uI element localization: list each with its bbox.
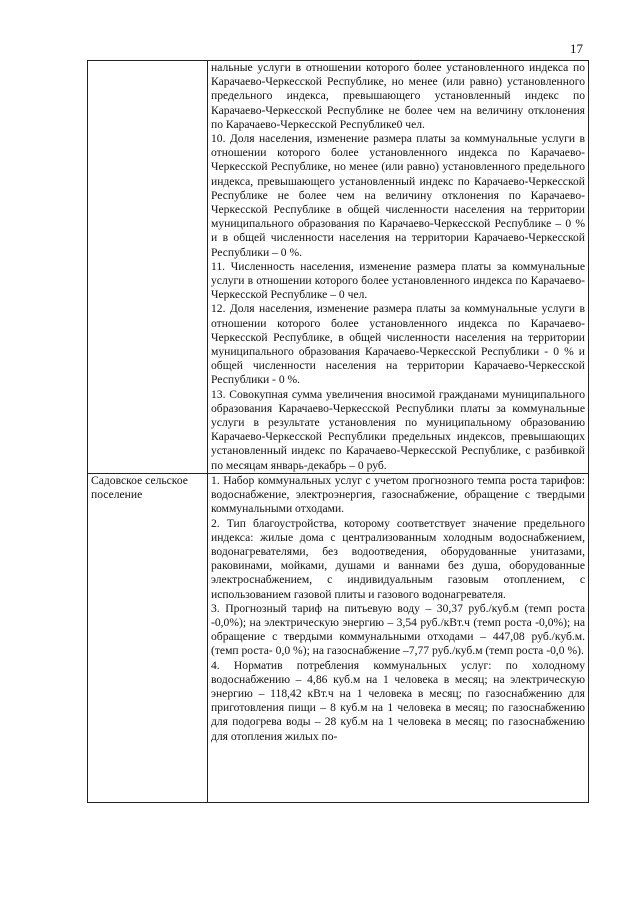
municipality-name-cell: Садовское сельское поселение (88, 473, 208, 802)
paragraph: 3. Прогнозный тариф на питьевую воду – 30,37 руб./куб.м (темп роста -0,0%); на электрическую энергию – 3,54 руб./кВт.ч (темп роста -0,0%); на обращение с твердыми коммунальными отходами – 447,08 руб./куб.м. (темп роста- 0,0 %); на газоснабжение –7,77 руб./куб.м (темп роста -0,0 %). (211, 601, 585, 658)
paragraph: 11. Численность населения, изменение размера платы за коммунальные услуги в отношении которого более установленного индекса по Карачаево-Черкесской Республике – 0 чел. (211, 259, 585, 302)
indicators-cell (208, 61, 589, 474)
paragraph: 13. Совокупная сумма увеличения вносимой гражданами муниципального образования Карачаево-Черкесской Республики платы за коммунальные услуги в результате установления по муниципальному образованию Карачаево-Черкесской Республики предельных индексов, превышающих установленный индекс по Карачаево-Черкесской Республике, с разбивкой по месяцам январь-декабрь – 0 руб. (211, 387, 585, 472)
table-row (88, 473, 589, 802)
page-number: 17 (570, 41, 583, 56)
document-table (87, 60, 589, 803)
table-row (88, 61, 589, 474)
paragraph: 10. Доля населения, изменение размера платы за коммунальные услуги в отношении которого более установленного индекса по Карачаево-Черкесской Республике, но менее (или равно) установленного предельного индекса, превышающего установленный индекс по Карачаево-Черкесской Республике не более чем на величину отклонения по Карачаево-Черкесской Республике в общей численности населения на территории муниципального образования по Карачаево-Черкесской Республике – 0 % и в общей численности населения на территории Карачаево-Черкесской Республики – 0 %. (211, 132, 585, 259)
paragraph: 1. Набор коммунальных услуг с учетом прогнозного темпа роста тарифов: водоснабжение, электроэнергия, газоснабжение, обращение с твердыми коммунальными отходами. (211, 473, 585, 516)
paragraph: нальные услуги в отношении которого более установленного индекса по Карачаево-Черкесской Республике, но менее (или равно) установленного предельного индекса, превышающего установленный индекс по Карачаево-Черкесской Республике не более чем на величину отклонения по Карачаево-Черкесской Республике0 чел. (211, 61, 585, 131)
paragraph: 2. Тип благоустройства, которому соответствует значение предельного индекса: жилые дома с централизованным холодным водоснабжением, водонагревателями, без водоотведения, оборудованные унитазами, раковинами, мойками, душами и ваннами без душа, оборудованные электроснабжением, с индивидуальным газовым отоплением, с использованием газовой плиты и газового водонагревателя. (211, 516, 585, 601)
indicators-cell (208, 473, 589, 802)
paragraph: 12. Доля населения, изменение размера платы за коммунальные услуги в отношении которого более установленного индекса по Карачаево-Черкесской Республике, в общей численности населения на территории муниципального образования Карачаево-Черкесской Республики - 0 % и общей численности населения на территории Карачаево-Черкесской Республики - 0 %. (211, 302, 585, 387)
municipality-name-cell (88, 61, 208, 474)
paragraph: 4. Норматив потребления коммунальных услуг: по холодному водоснабжению – 4,86 куб.м на 1 человека в месяц; на электрическую энергию – 118,42 кВт.ч на 1 человека в месяц; по газоснабжению для приготовления пищи – 8 куб.м на 1 человека в месяц; по газоснабжению для подогрева воды – 28 куб.м на 1 человека в месяц; по газоснабжению для отопления жилых по- (211, 658, 585, 743)
